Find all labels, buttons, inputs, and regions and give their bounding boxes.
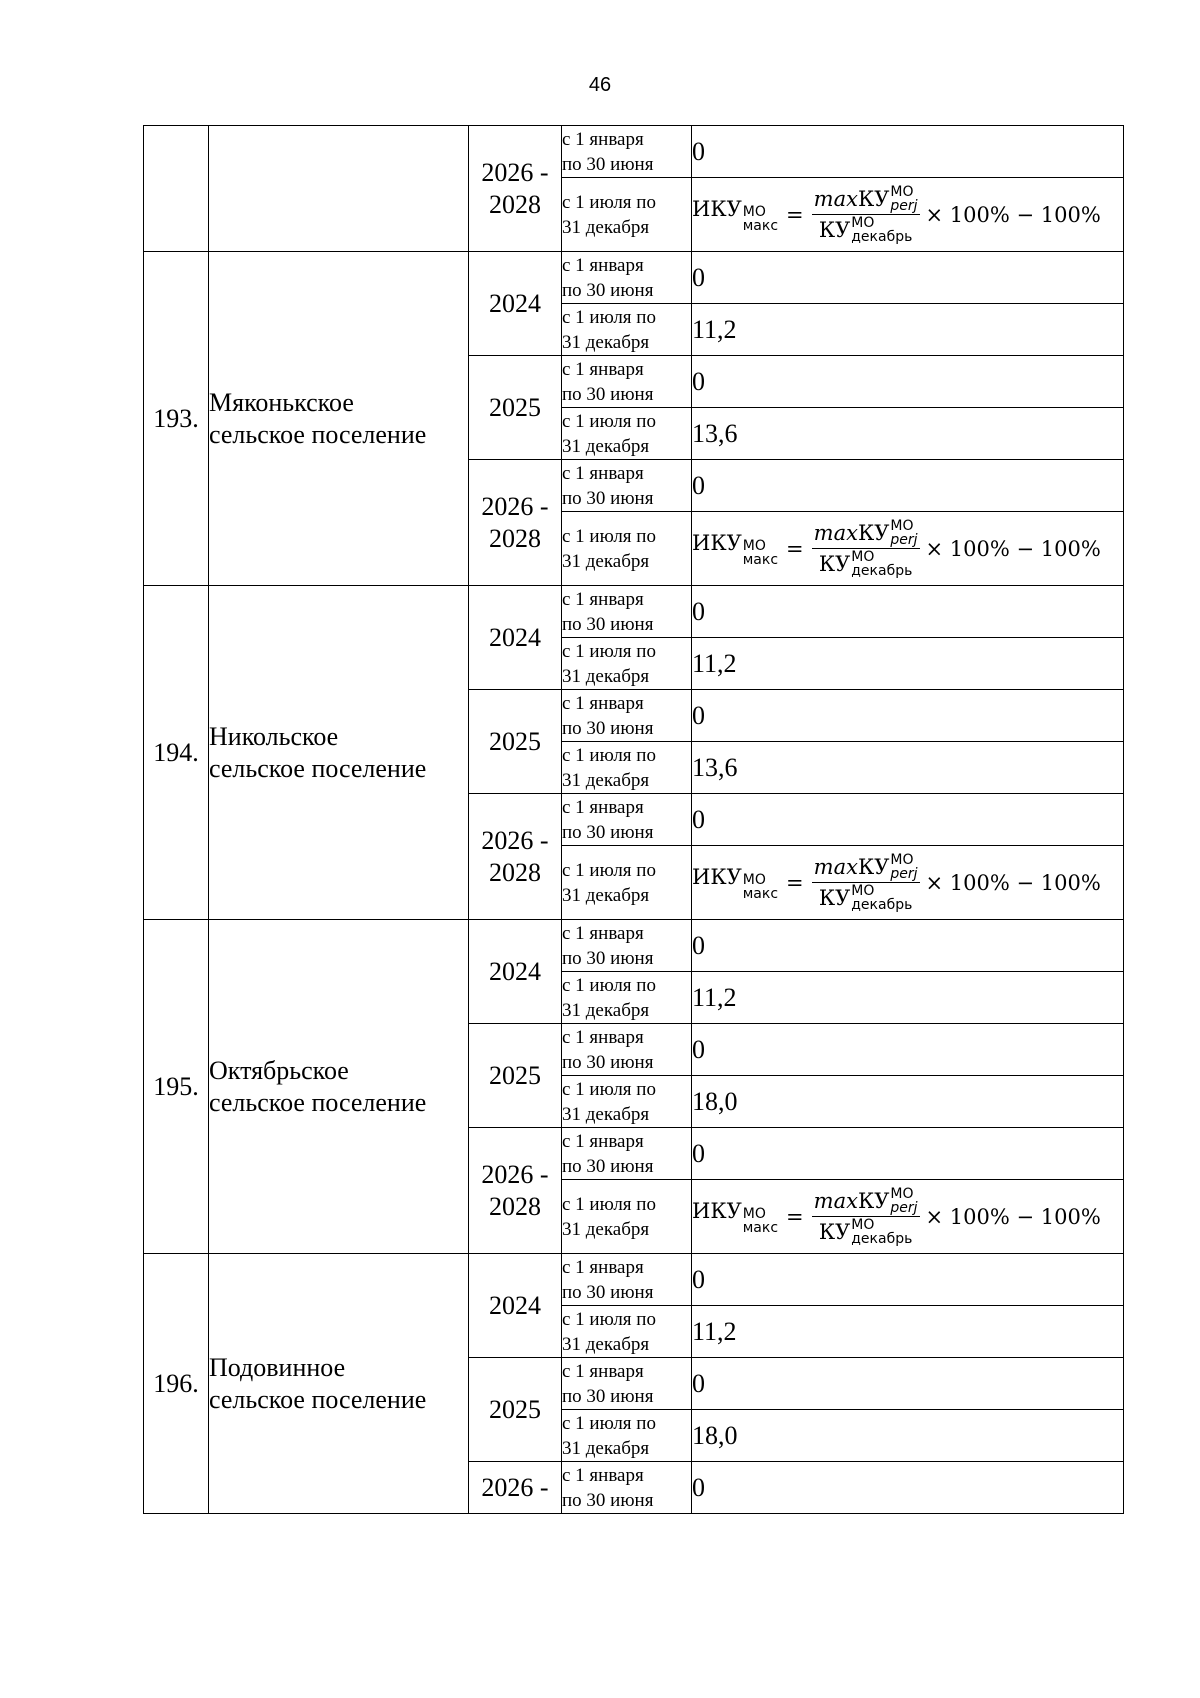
period-cell: с 1 июля по 31 декабря xyxy=(562,408,692,460)
formula-lhs: ИКУ xyxy=(692,530,742,555)
value-cell: 13,6 xyxy=(692,408,1124,460)
period-cell: с 1 января по 30 июня xyxy=(562,1128,692,1180)
table-row xyxy=(144,252,1124,304)
value-cell: 0 xyxy=(692,690,1124,742)
formula-lhs: ИКУ xyxy=(692,1198,742,1223)
value-cell: 0 xyxy=(692,794,1124,846)
value-cell: 18,0 xyxy=(692,1410,1124,1462)
period-cell: с 1 июля по 31 декабря xyxy=(562,304,692,356)
year-cell: 2024 xyxy=(469,920,562,1024)
table-row xyxy=(144,586,1124,638)
page-number: 46 xyxy=(588,74,612,96)
year-cell: 2025 xyxy=(469,356,562,460)
period-cell: с 1 июля по 31 декабря xyxy=(562,512,692,586)
value-cell xyxy=(692,178,1124,252)
settlement-name: Мяконькское сельское поселение xyxy=(209,252,469,586)
period-cell: с 1 июля по 31 декабря xyxy=(562,1180,692,1254)
table-row xyxy=(144,1254,1124,1306)
value-cell: 18,0 xyxy=(692,1076,1124,1128)
row-number: 194. xyxy=(144,586,209,920)
value-cell: 13,6 xyxy=(692,742,1124,794)
period-cell: с 1 января по 30 июня xyxy=(562,1462,692,1514)
year-cell: 2026 - xyxy=(469,1462,562,1514)
row-number: 195. xyxy=(144,920,209,1254)
year-cell: 2025 xyxy=(469,1024,562,1128)
period-cell: с 1 января по 30 июня xyxy=(562,126,692,178)
formula-lhs: ИКУ xyxy=(692,196,742,221)
value-cell: 11,2 xyxy=(692,304,1124,356)
formula-ikumax: ИКУ МО макс = max КУ МО perj КУ МО декабрь × 100% − 100% xyxy=(692,1186,1101,1247)
value-cell: 0 xyxy=(692,356,1124,408)
value-cell: 0 xyxy=(692,1358,1124,1410)
period-cell: с 1 января по 30 июня xyxy=(562,1358,692,1410)
year-cell: 2026 - 2028 xyxy=(469,126,562,252)
settlement-name: Никольское сельское поселение xyxy=(209,586,469,920)
formula-ikumax: ИКУ МО макс = max КУ МО perj КУ МО декабрь × 100% − 100% xyxy=(692,852,1101,913)
value-cell: 0 xyxy=(692,460,1124,512)
period-cell: с 1 января по 30 июня xyxy=(562,586,692,638)
row-number: 193. xyxy=(144,252,209,586)
year-cell: 2024 xyxy=(469,586,562,690)
year-cell: 2025 xyxy=(469,1358,562,1462)
tariff-table xyxy=(143,125,1124,1514)
year-cell: 2025 xyxy=(469,690,562,794)
value-cell: 0 xyxy=(692,920,1124,972)
year-cell: 2024 xyxy=(469,1254,562,1358)
value-cell: 11,2 xyxy=(692,1306,1124,1358)
period-cell: с 1 января по 30 июня xyxy=(562,920,692,972)
period-cell: с 1 января по 30 июня xyxy=(562,1024,692,1076)
period-cell: с 1 января по 30 июня xyxy=(562,252,692,304)
settlement-name: Октябрьское сельское поселение xyxy=(209,920,469,1254)
period-cell: с 1 июля по 31 декабря xyxy=(562,638,692,690)
row-number: 196. xyxy=(144,1254,209,1514)
period-cell: с 1 июля по 31 декабря xyxy=(562,742,692,794)
value-cell: 11,2 xyxy=(692,972,1124,1024)
value-cell: 0 xyxy=(692,586,1124,638)
period-cell: с 1 января по 30 июня xyxy=(562,356,692,408)
value-cell: 0 xyxy=(692,1462,1124,1514)
value-cell: 11,2 xyxy=(692,638,1124,690)
period-cell: с 1 июля по 31 декабря xyxy=(562,1076,692,1128)
row-number xyxy=(144,126,209,252)
period-cell: с 1 июля по 31 декабря xyxy=(562,1410,692,1462)
table-row xyxy=(144,920,1124,972)
settlement-name xyxy=(209,126,469,252)
period-cell: с 1 января по 30 июня xyxy=(562,690,692,742)
value-cell: 0 xyxy=(692,1254,1124,1306)
year-cell: 2024 xyxy=(469,252,562,356)
value-cell: 0 xyxy=(692,1128,1124,1180)
period-cell: с 1 января по 30 июня xyxy=(562,460,692,512)
formula-ikumax: ИКУ МО макс = max КУ МО perj КУ МО декабрь × 100% − 100% xyxy=(692,184,1101,245)
formula-lhs: ИКУ xyxy=(692,864,742,889)
value-cell xyxy=(692,1180,1124,1254)
year-cell: 2026 - 2028 xyxy=(469,794,562,920)
value-cell: 0 xyxy=(692,126,1124,178)
period-cell: с 1 января по 30 июня xyxy=(562,794,692,846)
formula-ikumax: ИКУ МО макс = max КУ МО perj КУ МО декабрь × 100% − 100% xyxy=(692,518,1101,579)
value-cell xyxy=(692,512,1124,586)
value-cell: 0 xyxy=(692,1024,1124,1076)
period-cell: с 1 июля по 31 декабря xyxy=(562,1306,692,1358)
period-cell: с 1 июля по 31 декабря xyxy=(562,178,692,252)
period-cell: с 1 июля по 31 декабря xyxy=(562,846,692,920)
value-cell: 0 xyxy=(692,252,1124,304)
value-cell xyxy=(692,846,1124,920)
settlement-name: Подовинное сельское поселение xyxy=(209,1254,469,1514)
period-cell: с 1 января по 30 июня xyxy=(562,1254,692,1306)
year-cell: 2026 - 2028 xyxy=(469,1128,562,1254)
table-row xyxy=(144,126,1124,178)
period-cell: с 1 июля по 31 декабря xyxy=(562,972,692,1024)
year-cell: 2026 - 2028 xyxy=(469,460,562,586)
